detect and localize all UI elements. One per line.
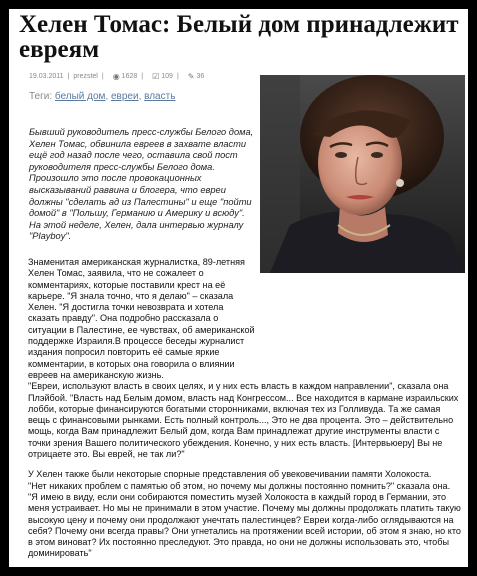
portrait-image [260,75,465,273]
article-photo [260,75,465,273]
article-date: 19.03.2011 [29,73,64,80]
tags-row [29,91,175,102]
tag-link-power[interactable]: власть [144,91,176,102]
tags-label: Теги: [29,91,53,102]
comments-count: 36 [196,73,205,80]
article-body [28,257,462,560]
eye-icon: ◉ [112,72,120,81]
tag-separator: , [105,91,111,102]
article-frame [9,9,468,567]
tag-separator: , [138,91,145,102]
article-paragraph: "Нет никаких проблем с памятью об этом, но почему мы должны постоянно помнить?" сказала она. "Я имею в виду, если они собираются поместить музей Холокоста в каждый город в Германии, это меня устраивает. Но мы не принимали в этом участие. Почему мы должны продолжать платить такую высокую цену и почему они продолжают унечтать палестинцев? Евреи когда-либо оглядываются на себя? Почему они всегда правы? Они угнетались на протяжении всей истории, об этом я знаю, но кто в этом виноват? Их постоянно преследуют. Это правда, но они не должны использовать это, чтобы доминировать" [28,480,461,559]
article-paragraph: "Евреи, используют власть в своих целях, и у них есть власть в каждом направлении", сказала она Плэйбой. "Власть над Белым домом, власть над Конгрессом... Все находится в кармане израильских лобби, которые финансируются богатыми сторонниками, включая тех из Голливуда. Та же самая вещь с финансовыми рынками. Есть полный контроль..., Это не два процента. Это – действительно мощь, когда Вам принадлежит Белый дом, когда Вам принадлежат другие инструменты власти с точки зрения Вашего политического убеждения. Конечно, у них есть власть. [Интервьюеру] Вы не отрицаете это. Вы еврей, не так ли?" [28,381,459,460]
article-paragraph: Знаменитая американская журналистка, 89-летняя Хелен Томас, заявила, что не сожалеет о комментариях, которые поставили крест на её карьере. "Я знала точно, что я делаю" – сказала Хелен. "Я достигла точки невозврата и хотела сказать правду". Она подробно рассказала о ситуации в Палестине, ее чувствах, об американской поддержке Израиля.В процессе беседы журналист издания попросил повторить её самые яркие комментарии, в которых она говорила о влиянии евреев на американскую жизнь. [28,257,255,380]
article-paragraph: У Хелен также были некоторые спорные представления об увековечивании памяти Холокоста. [28,469,432,480]
comment-icon: ✎ [187,72,195,81]
meta-separator: | [176,73,179,80]
views-count: 1628 [121,73,138,80]
likes-count: 109 [161,73,173,80]
tag-link-white-house[interactable]: белый дом [54,91,106,102]
meta-separator: | [67,73,70,80]
meta-separator: | [141,73,144,80]
tag-link-jews[interactable]: евреи [110,91,139,102]
thumb-icon: ☑ [152,72,160,81]
article-intro: Бывший руководитель пресс-службы Белого дома, Хелен Томас, обвинила евреев в захвате власти ещё год назад после чего, оставила свой пост руководителя пресс-службы Белого дома. Произошло это после провокационных высказываний раввина и блогера, что евреи должны "сделать ад из Палестины" и еще "пойти домой" в "Польшу, Германию и Америку и всюду". На этой неделе, Хелен, дала интервью журналу "Playboy". [29,127,254,242]
article-meta [29,72,204,82]
meta-separator: | [101,73,104,80]
article-author[interactable]: prezstel [73,73,98,80]
article-title: Хелен Томас: Белый дом принадлежит евреям [19,11,459,63]
